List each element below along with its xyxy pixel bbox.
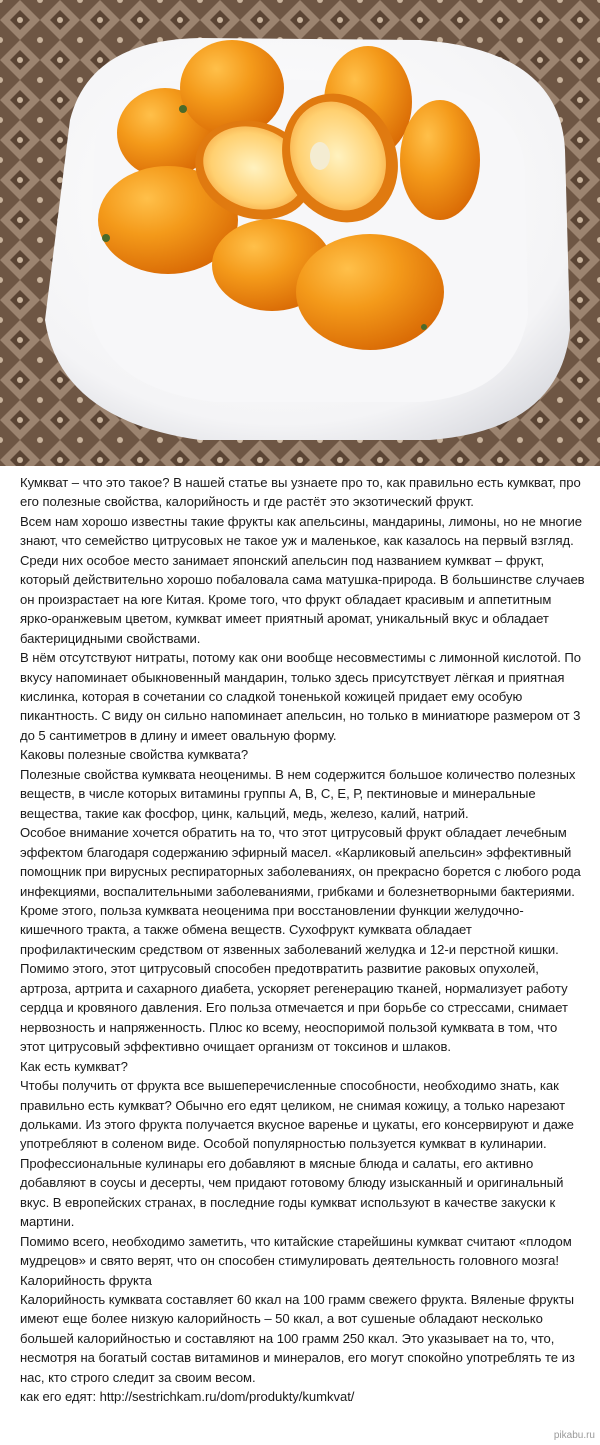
article-text xyxy=(20,473,585,1407)
paragraph: Чтобы получить от фрукта все вышеперечисленные способности, необходимо знать, как правильно есть кумкват? Обычно его едят целиком, не снимая кожицу, а только нарезают дольками. Из этого фрукта получается вкусное варенье и цукаты, его консервируют и даже употребляют в соленом виде. Особой популярностью пользуется кумкват в кулинарии. Профессиональные кулинары его добавляют в мясные блюда и салаты, его активно добавляют в соусы и десерты, чем придают готовому блюду изысканный и оригинальный вкус. В европейских странах, в последние годы кумкват используют в качестве закуски к мартини. xyxy=(20,1078,574,1230)
section-heading: Как есть кумкват? xyxy=(20,1058,128,1074)
paragraph: Полезные свойства кумквата неоценимы. В нем содержится большое количество полезных веществ, в числе которых витамины группы А, В, С, Е, Р, пектиновые и минеральные вещества, такие как фосфор, цинк, кальций, медь, железо, калий, натрий. xyxy=(20,766,576,821)
section-heading: Каковы полезные свойства кумквата? xyxy=(20,747,249,763)
watermark: pikabu.ru xyxy=(553,1430,595,1441)
paragraph: Помимо всего, необходимо заметить, что китайские старейшины кумкват считают «плодом мудрецов» и свято верят, что он способен стимулировать деятельность головного мозга! xyxy=(20,1233,572,1269)
paragraph: Калорийность кумквата составляет 60 ккал на 100 грамм свежего фрукта. Вяленые фрукты имеют еще более низкую калорийность – 50 ккал, а вот сушеные обладают несколько большей калорийностью и составляют на 100 грамм 250 ккал. Это указывает на то, что, несмотря на богатый состав витаминов и минералов, его могут спокойно употреблять те из нас, кто строго следит за своим весом. xyxy=(20,1292,575,1385)
paragraph: Всем нам хорошо известны такие фрукты как апельсины, мандарины, лимоны, но не многие знают, что семейство цитрусовых не такое уж и маленькое, как казалось на первый взгляд. Среди них особое место занимает японский апельсин под названием кумкват – фрукт, который действительно хорошо побаловала сама матушка-природа. В большинстве случаев он произрастает на юге Китая. Кроме того, что фрукт обладает красивым и аппетитным ярко-оранжевым цветом, кумкват имеет приятный аромат, уникальный вкус и обладает бактерицидными свойствами. xyxy=(20,513,585,646)
paragraph: Помимо этого, этот цитрусовый способен предотвратить развитие раковых опухолей, артроза, артрита и сахарного диабета, ускоряет регенерацию тканей, нормализует работу сердца и кровяного давления. Его польза отмечается и при борьбе со стрессами, снимает нервозность и напряженность. Плюс ко всему, неоспоримой пользой кумквата в том, что этот цитрусовый эффективно очищает организм от токсинов и шлаков. xyxy=(20,961,568,1055)
paragraph: В нём отсутствуют нитраты, потому как они вообще несовместимы с лимонной кислотой. По вкусу напоминает обыкновенный мандарин, только здесь присутствует лёгкая и приятная кислинка, которая в сочетании со сладкой тоненькой кожицей придает ему особую пикантность. С виду он сильно напоминает апельсин, но только в миниатюре размером от 3 до 5 сантиметров в длину и имеет овальную форму. xyxy=(20,650,581,743)
kumquat-photo xyxy=(0,0,600,466)
paragraph: Кумкват – что это такое? В нашей статье вы узнаете про то, как правильно есть кумкват, про его полезные свойства, калорийность и где растёт это экзотический фрукт. xyxy=(20,475,581,510)
section-heading: Калорийность фрукта xyxy=(20,1272,152,1288)
paragraph: Особое внимание хочется обратить на то, что этот цитрусовый фрукт обладает лечебным эффектом благодаря содержанию эфирный масел. «Карликовый апельсин» эффективный помощник при вирусных респираторных заболеваниях, он прекрасно борется с любого рода инфекциями, воспалительными заболеваниями, грибками и болезнетворными бактериями. xyxy=(20,825,581,899)
source-link[interactable]: как его едят: http://sestrichkam.ru/dom/produkty/kumkvat/ xyxy=(20,1389,355,1405)
paragraph: Кроме этого, польза кумквата неоценима при восстановлении функции желудочно-кишечного тракта, а также обмена веществ. Сухофрукт кумквата обладает профилактическим средством от язвенных заболеваний желудка и 12-и перстной кишки. xyxy=(20,902,559,957)
